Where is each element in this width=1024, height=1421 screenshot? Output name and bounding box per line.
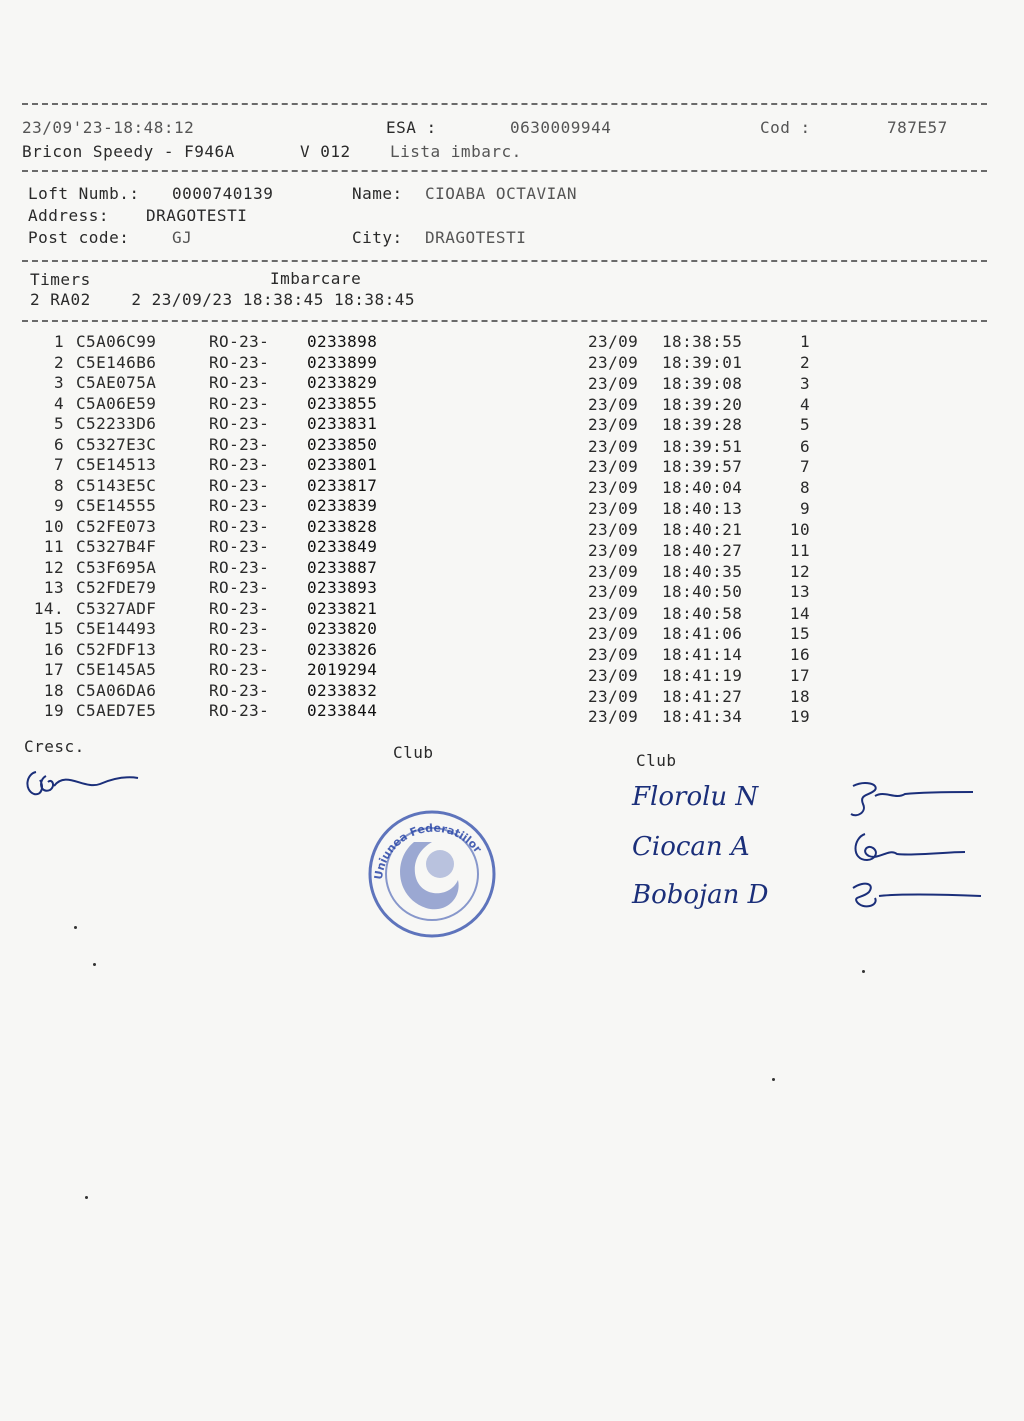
signature-icon [22, 760, 142, 804]
arrival-time: 18:41:06 [662, 624, 743, 643]
ring-number: 0233898 [307, 332, 378, 351]
arrival-time: 18:39:01 [662, 352, 743, 372]
chip-id: C5AE075A [76, 373, 157, 392]
table-row [0, 414, 1024, 435]
arrival-time: 18:41:19 [662, 666, 743, 685]
arrival-time: 18:39:28 [662, 415, 743, 434]
arrival-date: 23/09 [588, 436, 639, 456]
arrival-date: 23/09 [588, 352, 639, 372]
chip-id: C5A06E59 [76, 393, 157, 413]
arrival-time: 18:39:51 [662, 436, 743, 456]
table-row [0, 680, 1024, 706]
ring-prefix: RO-23- [209, 496, 270, 515]
ring-number: 0233893 [307, 578, 378, 597]
postcode-value: GJ [172, 228, 193, 247]
position: 17 [789, 666, 810, 685]
row-number: 7 [53, 455, 64, 474]
signature-icon [845, 776, 985, 820]
chip-id: C52FE073 [76, 516, 157, 536]
position: 13 [789, 582, 810, 601]
club-member-name: Ciocan A [632, 832, 750, 862]
paper-speck [93, 963, 96, 966]
ring-prefix: RO-23- [209, 639, 270, 659]
arrival-time: 18:40:58 [662, 603, 743, 623]
paper-speck [74, 926, 77, 929]
arrival-date: 23/09 [588, 457, 639, 476]
esa-label: ESA : [386, 118, 437, 137]
row-number: 9 [53, 496, 64, 515]
ring-number: 2019294 [307, 660, 378, 679]
ring-prefix: RO-23- [209, 434, 270, 454]
arrival-time: 18:40:04 [662, 477, 743, 497]
ring-prefix: RO-23- [209, 516, 270, 536]
club-label: Club [636, 751, 677, 770]
row-number: 3 [53, 373, 64, 392]
position: 6 [799, 436, 810, 456]
table-row [0, 394, 1024, 415]
table-row [0, 332, 1024, 353]
divider-line [22, 170, 987, 172]
arrival-date: 23/09 [588, 332, 639, 351]
position: 12 [789, 561, 810, 581]
row-number: 13 [43, 578, 64, 597]
stamp-text: Uniunea Federatiilor [371, 821, 485, 881]
divider-line [22, 260, 987, 262]
timers-label: Timers [30, 270, 91, 289]
list-title: Lista imbarc. [390, 142, 522, 161]
divider-line [22, 103, 987, 105]
table-row [0, 639, 1024, 664]
arrival-date: 23/09 [588, 644, 639, 664]
position: 8 [799, 477, 810, 497]
position: 19 [789, 707, 810, 726]
ring-number: 0233831 [307, 414, 378, 433]
signature-icon [845, 874, 985, 918]
row-number: 5 [53, 414, 64, 433]
position: 16 [789, 644, 810, 664]
program-version: V 012 [300, 142, 351, 161]
row-number: 1 [53, 332, 64, 351]
table-row [0, 496, 1024, 517]
ring-prefix: RO-23- [209, 598, 270, 618]
ring-prefix: RO-23- [209, 537, 270, 556]
table-row [0, 455, 1024, 476]
ring-number: 0233820 [307, 619, 378, 638]
chip-id: C52233D6 [76, 414, 157, 433]
club-label: Club [393, 743, 434, 762]
cresc-label: Cresc. [24, 737, 85, 756]
table-row [0, 476, 1024, 497]
ring-number: 0233826 [307, 639, 378, 659]
arrival-time: 18:40:13 [662, 499, 743, 518]
chip-id: C5AED7E5 [76, 701, 157, 720]
ring-prefix: RO-23- [209, 414, 270, 433]
arrival-date: 23/09 [588, 394, 639, 414]
chip-id: C5143E5C [76, 475, 157, 495]
arrival-time: 18:38:55 [662, 332, 743, 351]
position: 4 [799, 394, 810, 414]
club-member-name: Florolu N [632, 782, 759, 812]
arrival-time: 18:40:35 [662, 561, 743, 581]
position: 15 [789, 624, 810, 643]
loft-number-value: 0000740139 [172, 184, 274, 203]
ring-prefix: RO-23- [209, 557, 270, 577]
ring-number: 0233887 [307, 557, 378, 577]
row-number: 18 [43, 680, 64, 700]
row-number: 2 [53, 352, 64, 372]
ring-number: 0233849 [307, 537, 378, 556]
postcode-label: Post code: [28, 228, 130, 247]
arrival-time: 18:41:14 [662, 644, 743, 664]
arrival-date: 23/09 [588, 666, 639, 685]
table-row [0, 353, 1024, 374]
esa-value: 0630009944 [510, 118, 612, 137]
club-stamp-icon [362, 802, 502, 947]
position: 18 [789, 686, 810, 706]
ring-number: 0233832 [307, 680, 378, 700]
chip-id: C5E14555 [76, 496, 157, 515]
position: 11 [789, 541, 810, 560]
arrival-time: 18:39:08 [662, 374, 743, 393]
table-row [0, 619, 1024, 643]
table-row [0, 537, 1024, 558]
paper-speck [862, 970, 865, 973]
arrival-date: 23/09 [588, 477, 639, 497]
arrival-time: 18:41:27 [662, 686, 743, 706]
arrival-time: 18:40:50 [662, 582, 743, 601]
ring-number: 0233844 [307, 701, 378, 720]
position: 14 [789, 603, 810, 623]
signature-icon [845, 826, 985, 870]
timer-line: 2 RA02 2 23/09/23 18:38:45 18:38:45 [30, 290, 416, 309]
chip-id: C5A06DA6 [76, 680, 157, 700]
table-row [0, 373, 1024, 394]
arrival-time: 18:40:27 [662, 541, 743, 560]
row-number: 4 [53, 393, 64, 413]
chip-id: C5E146B6 [76, 352, 157, 372]
chip-id: C5A06C99 [76, 332, 157, 351]
table-row [0, 598, 1024, 623]
position: 2 [799, 352, 810, 372]
arrival-time: 18:39:20 [662, 394, 743, 414]
ring-prefix: RO-23- [209, 373, 270, 392]
row-number: 17 [43, 660, 64, 679]
ring-number: 0233817 [307, 475, 378, 495]
arrival-date: 23/09 [588, 499, 639, 518]
arrival-date: 23/09 [588, 603, 639, 623]
loft-number-label: Loft Numb.: [28, 184, 140, 203]
arrival-date: 23/09 [588, 561, 639, 581]
chip-id: C5327B4F [76, 537, 157, 556]
ring-prefix: RO-23- [209, 455, 270, 474]
address-label: Address: [28, 206, 110, 225]
print-datetime: 23/09'23-18:48:12 [22, 118, 195, 137]
program-name: Bricon Speedy - F946A [22, 142, 235, 161]
ring-number: 0233839 [307, 496, 378, 515]
ring-prefix: RO-23- [209, 475, 270, 495]
cod-label: Cod : [760, 118, 811, 137]
ring-number: 0233828 [307, 516, 378, 536]
chip-id: C5E14513 [76, 455, 157, 474]
row-number: 19 [43, 701, 64, 720]
imbarcare-label: Imbarcare [270, 269, 362, 288]
arrival-date: 23/09 [588, 519, 639, 539]
chip-id: C5327ADF [76, 598, 157, 618]
table-row [0, 660, 1024, 685]
table-row [0, 578, 1024, 599]
chip-id: C5E14493 [76, 619, 157, 638]
row-number: 12 [43, 557, 64, 577]
row-number: 6 [53, 434, 64, 454]
ring-prefix: RO-23- [209, 352, 270, 372]
position: 5 [799, 415, 810, 434]
row-number: 16 [43, 639, 64, 659]
ring-prefix: RO-23- [209, 660, 270, 679]
ring-number: 0233829 [307, 373, 378, 392]
ring-number: 0233821 [307, 598, 378, 618]
table-row [0, 435, 1024, 456]
ring-number: 0233850 [307, 434, 378, 454]
name-label: Name: [352, 184, 403, 203]
arrival-date: 23/09 [588, 541, 639, 560]
city-label: City: [352, 228, 403, 247]
chip-id: C5327E3C [76, 434, 157, 454]
chip-id: C53F695A [76, 557, 157, 577]
arrival-date: 23/09 [588, 624, 639, 643]
arrival-date: 23/09 [588, 415, 639, 434]
ring-prefix: RO-23- [209, 393, 270, 413]
row-number: 14. [33, 598, 64, 618]
paper-speck [85, 1196, 88, 1199]
table-row [0, 517, 1024, 538]
ring-prefix: RO-23- [209, 332, 270, 351]
arrival-date: 23/09 [588, 707, 639, 726]
chip-id: C52FDE79 [76, 578, 157, 597]
ring-prefix: RO-23- [209, 619, 270, 638]
ring-prefix: RO-23- [209, 680, 270, 700]
position: 1 [799, 332, 810, 351]
row-number: 11 [43, 537, 64, 556]
ring-prefix: RO-23- [209, 701, 270, 720]
arrival-time: 18:41:34 [662, 707, 743, 726]
ring-number: 0233801 [307, 455, 378, 474]
chip-id: C5E145A5 [76, 660, 157, 679]
arrival-date: 23/09 [588, 374, 639, 393]
paper-speck [772, 1078, 775, 1081]
chip-id: C52FDF13 [76, 639, 157, 659]
table-row [0, 701, 1024, 726]
row-number: 15 [43, 619, 64, 638]
arrival-time: 18:39:57 [662, 457, 743, 476]
cod-value: 787E57 [887, 118, 948, 137]
position: 10 [789, 519, 810, 539]
position: 7 [799, 457, 810, 476]
name-value: CIOABA OCTAVIAN [425, 184, 577, 203]
address-value: DRAGOTESTI [146, 206, 248, 225]
arrival-date: 23/09 [588, 582, 639, 601]
city-value: DRAGOTESTI [425, 228, 527, 247]
position: 3 [799, 374, 810, 393]
ring-prefix: RO-23- [209, 578, 270, 597]
position: 9 [799, 499, 810, 518]
table-row [0, 558, 1024, 579]
ring-number: 0233899 [307, 352, 378, 372]
club-member-name: Bobojan D [632, 880, 769, 910]
divider-line [22, 320, 987, 322]
arrival-date: 23/09 [588, 686, 639, 706]
row-number: 10 [43, 516, 64, 536]
row-number: 8 [53, 475, 64, 495]
arrival-time: 18:40:21 [662, 519, 743, 539]
ring-number: 0233855 [307, 393, 378, 413]
